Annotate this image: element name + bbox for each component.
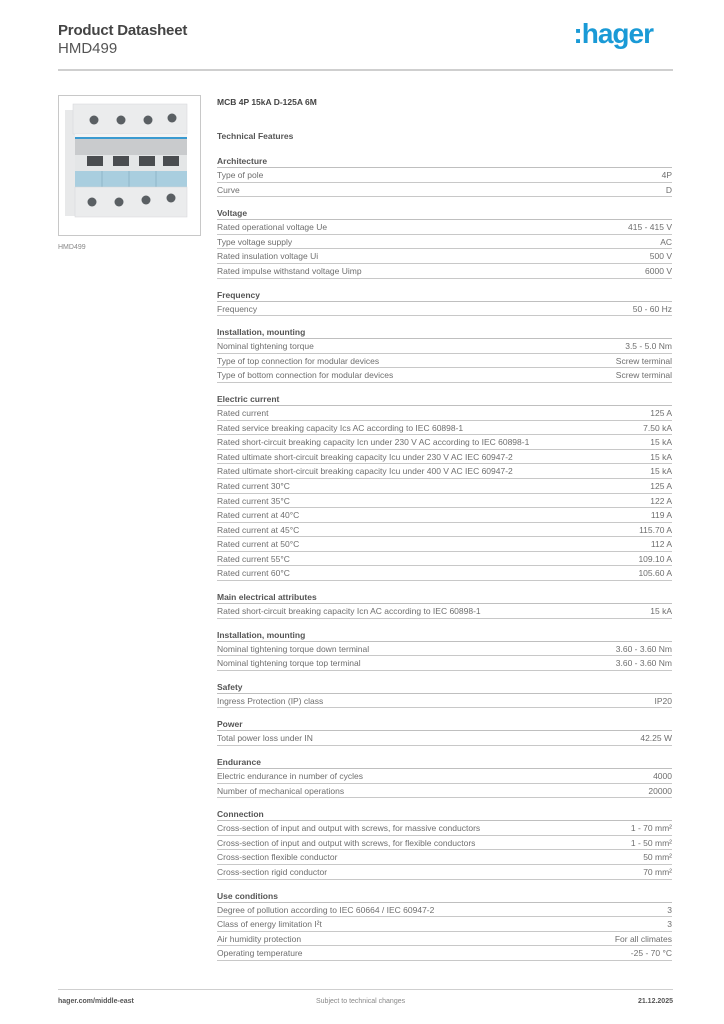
- section-title: Installation, mounting: [217, 326, 672, 339]
- spec-value: 112 A: [650, 539, 672, 550]
- spec-row: [217, 249, 672, 264]
- feature-section: [217, 681, 672, 709]
- spec-label: Rated short-circuit breaking capacity Icn under 230 V AC according to IEC 60898-1: [217, 437, 530, 448]
- spec-value: 415 - 415 V: [628, 222, 672, 233]
- spec-label: Rated current 35°C: [217, 495, 290, 506]
- spec-row: [217, 494, 672, 509]
- spec-row: [217, 479, 672, 494]
- spec-label: Rated current: [217, 407, 269, 418]
- spec-label: Rated current at 45°C: [217, 524, 300, 535]
- feature-section: [217, 756, 672, 798]
- spec-row: [217, 354, 672, 369]
- spec-value: 1 - 70 mm²: [630, 823, 672, 834]
- spec-row: [217, 694, 672, 709]
- spec-label: Curve: [217, 184, 240, 195]
- spec-row: [217, 464, 672, 479]
- spec-row: [217, 183, 672, 198]
- spec-value: 122 A: [650, 495, 672, 506]
- spec-row: [217, 435, 672, 450]
- spec-label: Cross-section flexible conductor: [217, 852, 338, 863]
- spec-label: Type voltage supply: [217, 236, 293, 247]
- footer-divider: [58, 989, 673, 990]
- spec-value: 4000: [653, 771, 672, 782]
- product-name: MCB 4P 15kA D-125A 6M: [217, 97, 317, 107]
- spec-row: [217, 339, 672, 354]
- spec-label: Degree of pollution according to IEC 60664 / IEC 60947-2: [217, 904, 435, 915]
- spec-value: 15 kA: [650, 437, 672, 448]
- website-link[interactable]: hager.com/middle-east: [58, 998, 134, 1005]
- spec-label: Rated operational voltage Ue: [217, 222, 328, 233]
- spec-value: 3.60 - 3.60 Nm: [615, 643, 672, 654]
- spec-label: Type of top connection for modular devices: [217, 355, 380, 366]
- spec-label: Frequency: [217, 303, 258, 314]
- feature-section: [217, 808, 672, 879]
- spec-row: [217, 642, 672, 657]
- spec-value: 3: [667, 919, 672, 930]
- feature-section: [217, 207, 672, 278]
- spec-value: 125 A: [650, 480, 672, 491]
- product-image: [58, 95, 201, 236]
- spec-row: [217, 917, 672, 932]
- spec-label: Electric endurance in number of cycles: [217, 771, 363, 782]
- spec-row: [217, 769, 672, 784]
- spec-value: 20000: [648, 785, 672, 796]
- feature-section: [217, 289, 672, 317]
- spec-label: Cross-section of input and output with screws, for flexible conductors: [217, 837, 476, 848]
- spec-row: [217, 220, 672, 235]
- spec-label: Rated current 60°C: [217, 568, 290, 579]
- feature-section: [217, 629, 672, 671]
- spec-value: 7.50 kA: [643, 422, 672, 433]
- spec-row: [217, 302, 672, 317]
- spec-value: Screw terminal: [615, 355, 672, 366]
- spec-row: [217, 946, 672, 961]
- spec-value: For all climates: [614, 933, 672, 944]
- section-title: Endurance: [217, 756, 672, 769]
- spec-label: Nominal tightening torque: [217, 341, 314, 352]
- datasheet-content: [217, 96, 672, 971]
- feature-section: [217, 393, 672, 581]
- spec-value: 42.25 W: [640, 733, 672, 744]
- spec-value: -25 - 70 °C: [630, 948, 672, 959]
- spec-value: 15 kA: [650, 451, 672, 462]
- spec-value: 15 kA: [650, 466, 672, 477]
- spec-label: Number of mechanical operations: [217, 785, 345, 796]
- section-title: Connection: [217, 808, 672, 821]
- spec-row: [217, 604, 672, 619]
- feature-section: [217, 326, 672, 383]
- document-title: Product Datasheet: [58, 22, 188, 39]
- spec-value: 125 A: [650, 407, 672, 418]
- spec-row: [217, 264, 672, 279]
- spec-row: [217, 850, 672, 865]
- spec-row: [217, 932, 672, 947]
- spec-label: Type of pole: [217, 170, 264, 180]
- spec-value: Screw terminal: [615, 370, 672, 381]
- spec-value: 50 mm²: [643, 852, 672, 863]
- spec-value: 15 kA: [650, 606, 672, 617]
- spec-value: 1 - 50 mm²: [630, 837, 672, 848]
- feature-section: [217, 591, 672, 619]
- spec-label: Rated short-circuit breaking capacity Icn AC according to IEC 60898-1: [217, 606, 481, 617]
- section-title: Architecture: [217, 155, 672, 168]
- spec-row: [217, 168, 672, 183]
- spec-value: 109.10 A: [638, 553, 672, 564]
- spec-row: [217, 836, 672, 851]
- spec-row: [217, 537, 672, 552]
- feature-section: [217, 718, 672, 746]
- spec-label: Type of bottom connection for modular devices: [217, 370, 394, 381]
- spec-row: [217, 821, 672, 836]
- spec-label: Nominal tightening torque top terminal: [217, 658, 361, 669]
- spec-value: 4P: [661, 170, 672, 180]
- spec-value: 50 - 60 Hz: [632, 303, 672, 314]
- spec-label: Total power loss under IN: [217, 733, 313, 744]
- spec-label: Nominal tightening torque down terminal: [217, 643, 370, 654]
- spec-row: [217, 421, 672, 436]
- spec-label: Rated current 55°C: [217, 553, 290, 564]
- spec-value: IP20: [654, 695, 672, 706]
- product-code: HMD499: [58, 40, 118, 57]
- spec-row: [217, 235, 672, 250]
- section-title: Use conditions: [217, 890, 672, 903]
- spec-label: Ingress Protection (IP) class: [217, 695, 324, 706]
- header-divider: [58, 69, 673, 71]
- spec-value: 70 mm²: [643, 867, 672, 877]
- spec-row: [217, 552, 672, 567]
- spec-label: Operating temperature: [217, 948, 303, 959]
- section-title: Safety: [217, 681, 672, 694]
- spec-label: Cross-section of input and output with screws, for massive conductors: [217, 823, 481, 834]
- spec-row: [217, 450, 672, 465]
- spec-value: 115.70 A: [639, 524, 672, 535]
- spec-row: [217, 903, 672, 918]
- image-caption: HMD499: [58, 244, 86, 251]
- document-date: 21.12.2025: [637, 998, 673, 1005]
- section-title: Voltage: [217, 207, 672, 220]
- spec-value: 3.60 - 3.60 Nm: [615, 658, 672, 669]
- spec-row: [217, 406, 672, 421]
- spec-label: Rated insulation voltage Ui: [217, 251, 319, 262]
- spec-row: [217, 731, 672, 746]
- circuit-breaker-illustration: [59, 96, 200, 235]
- feature-section: [217, 890, 672, 961]
- spec-row: [217, 784, 672, 799]
- spec-row: [217, 566, 672, 581]
- spec-label: Rated current 30°C: [217, 480, 290, 491]
- spec-label: Rated current at 40°C: [217, 510, 300, 521]
- spec-value: 3.5 - 5.0 Nm: [625, 341, 672, 352]
- spec-value: 6000 V: [645, 265, 672, 276]
- spec-label: Rated current at 50°C: [217, 539, 300, 550]
- section-title: Main electrical attributes: [217, 591, 672, 604]
- section-title: Electric current: [217, 393, 672, 406]
- hager-logo: :hager: [573, 18, 653, 49]
- feature-section: [217, 155, 672, 197]
- spec-label: Rated ultimate short-circuit breaking capacity Icu under 230 V AC IEC 60947-2: [217, 451, 513, 462]
- spec-value: D: [665, 184, 672, 195]
- spec-value: AC: [660, 236, 672, 247]
- section-title: Power: [217, 718, 672, 731]
- technical-notice: Subject to technical changes: [316, 998, 406, 1005]
- page-header: [58, 18, 673, 58]
- spec-label: Rated service breaking capacity Ics AC according to IEC 60898-1: [217, 422, 464, 433]
- spec-value: 119 A: [650, 510, 672, 521]
- spec-label: Air humidity protection: [217, 933, 302, 944]
- spec-label: Rated ultimate short-circuit breaking capacity Icu under 400 V AC IEC 60947-2: [217, 466, 513, 477]
- section-title: Frequency: [217, 289, 672, 302]
- spec-row: [217, 656, 672, 671]
- spec-row: [217, 523, 672, 538]
- spec-label: Rated impulse withstand voltage Uimp: [217, 265, 362, 276]
- spec-row: [217, 368, 672, 383]
- feature-sections: [217, 155, 672, 961]
- spec-label: Class of energy limitation I²t: [217, 919, 322, 930]
- spec-value: 105.60 A: [638, 568, 672, 579]
- spec-label: Cross-section rigid conductor: [217, 867, 328, 877]
- technical-features-title: Technical Features: [217, 131, 294, 141]
- spec-value: 500 V: [649, 251, 672, 262]
- spec-row: [217, 508, 672, 523]
- spec-value: 3: [667, 904, 672, 915]
- section-title: Installation, mounting: [217, 629, 672, 642]
- spec-row: [217, 865, 672, 880]
